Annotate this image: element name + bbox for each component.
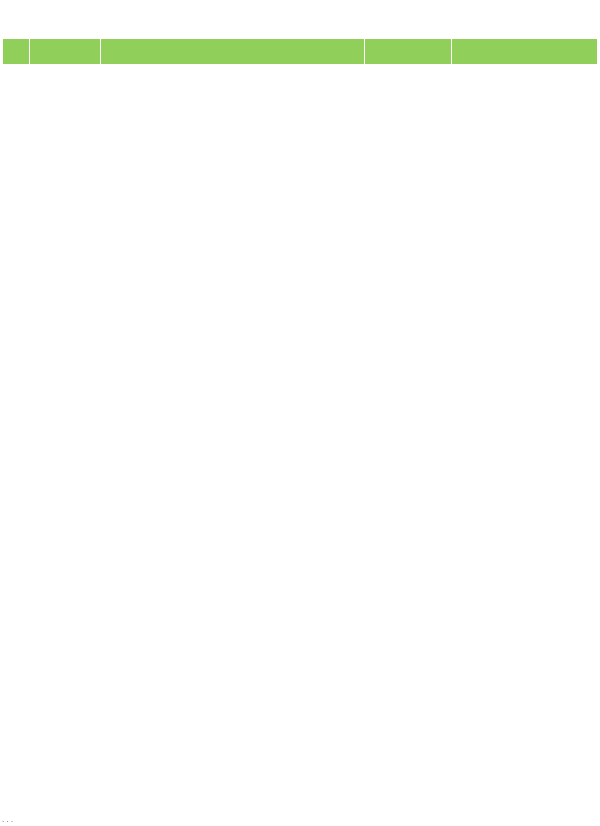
header-time bbox=[452, 39, 597, 64]
header-no bbox=[3, 39, 29, 64]
header-project bbox=[101, 39, 364, 64]
footer-mark: · · · bbox=[2, 818, 14, 826]
header-type bbox=[30, 39, 100, 64]
header-location bbox=[365, 39, 451, 64]
